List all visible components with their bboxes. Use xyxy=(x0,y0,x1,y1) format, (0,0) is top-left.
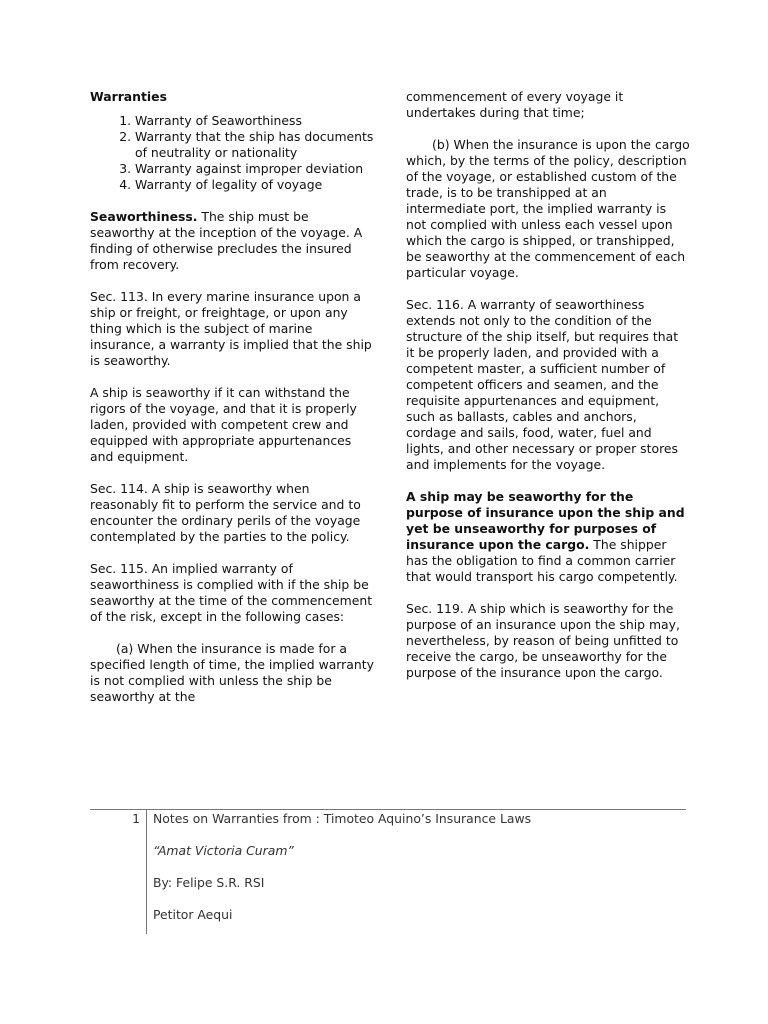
closing-line: Petitor Aequi xyxy=(153,907,233,922)
sec-115-b-paragraph: (b) When the insurance is upon the cargo which, by the terms of the policy, description of the voyage, or established custom of the trade, is to be transhipped at an intermediate port, the implied warranty is not complied with unless each vessel upon which the cargo is shipped, or transhipped, be seaworthy at the commencement of each particular voyage. xyxy=(406,137,690,280)
list-item: 4. Warranty of legality of voyage xyxy=(135,177,374,193)
cargo-bold-statement: A ship may be seaworthy for the purpose of insurance upon the ship and yet be unseaworthy for purposes of insurance upon the cargo. xyxy=(406,489,685,552)
sec-115-a-paragraph: (a) When the insurance is made for a specified length of time, the implied warranty is not complied with unless the ship be seaworthy at the xyxy=(90,641,374,704)
sec-116-paragraph: Sec. 116. A warranty of seaworthiness extends not only to the condition of the structure of the ship itself, but requires that it be properly laden, and provided with a competent master, a sufficient number of competent officers and seamen, and the requisite appurtenances and equipment, such as ballasts, cables and anchors, cordage and sails, food, water, fuel and lights, and other necessary or proper stores and implements for the voyage. xyxy=(406,297,679,472)
cargo-paragraph xyxy=(406,489,690,585)
section-heading: Warranties xyxy=(90,89,167,104)
seaworthy-definition-paragraph: A ship is seaworthy if it can withstand the rigors of the voyage, and that it is properly laden, provided with competent crew and equipped with appropriate appurtenances and equipment. xyxy=(90,385,357,464)
sec-114-paragraph: Sec. 114. A ship is seaworthy when reasonably fit to perform the service and to encounter the ordinary perils of the voyage contemplated by the parties to the policy. xyxy=(90,481,361,544)
footer-notes xyxy=(153,811,673,939)
list-item: 3. Warranty against improper deviation xyxy=(135,161,374,177)
page-number: 1 xyxy=(132,811,140,826)
sec-119-paragraph: Sec. 119. A ship which is seaworthy for the purpose of an insurance upon the ship may, nevertheless, by reason of being unfitted to receive the cargo, be unseaworthy for the purpose of the insurance upon the cargo. xyxy=(406,601,680,680)
left-column xyxy=(90,89,374,705)
list-item: 2. Warranty that the ship has documents of neutrality or nationality xyxy=(135,129,374,161)
footer-divider xyxy=(90,809,686,810)
author-line: By: Felipe S.R. RSI xyxy=(153,875,265,890)
sec-115-paragraph: Sec. 115. An implied warranty of seaworthiness is complied with if the ship be seaworthy at the time of the commencement of the risk, except in the following cases: xyxy=(90,561,373,624)
footer-vertical-rule xyxy=(146,810,147,934)
seaworthiness-text: The ship must be seaworthy at the inception of the voyage. A finding of otherwise precludes the insured from recovery. xyxy=(90,209,363,272)
seaworthiness-title: Seaworthiness. xyxy=(90,209,198,224)
motto: “Amat Victoria Curam” xyxy=(153,843,294,858)
notes-title: Notes on Warranties from : Timoteo Aquino’s Insurance Laws xyxy=(153,811,532,826)
warranty-list xyxy=(90,113,374,193)
list-item: 1. Warranty of Seaworthiness xyxy=(135,113,374,129)
sec-113-paragraph: Sec. 113. In every marine insurance upon a ship or freight, or freightage, or upon any thing which is the subject of marine insurance, a warranty is implied that the ship is seaworthy. xyxy=(90,289,372,368)
cargo-text: The shipper has the obligation to find a common carrier that would transport his cargo competently. xyxy=(406,537,678,584)
seaworthiness-paragraph xyxy=(90,209,374,273)
continuation-paragraph: commencement of every voyage it undertakes during that time; xyxy=(406,89,624,120)
right-column xyxy=(406,89,690,681)
